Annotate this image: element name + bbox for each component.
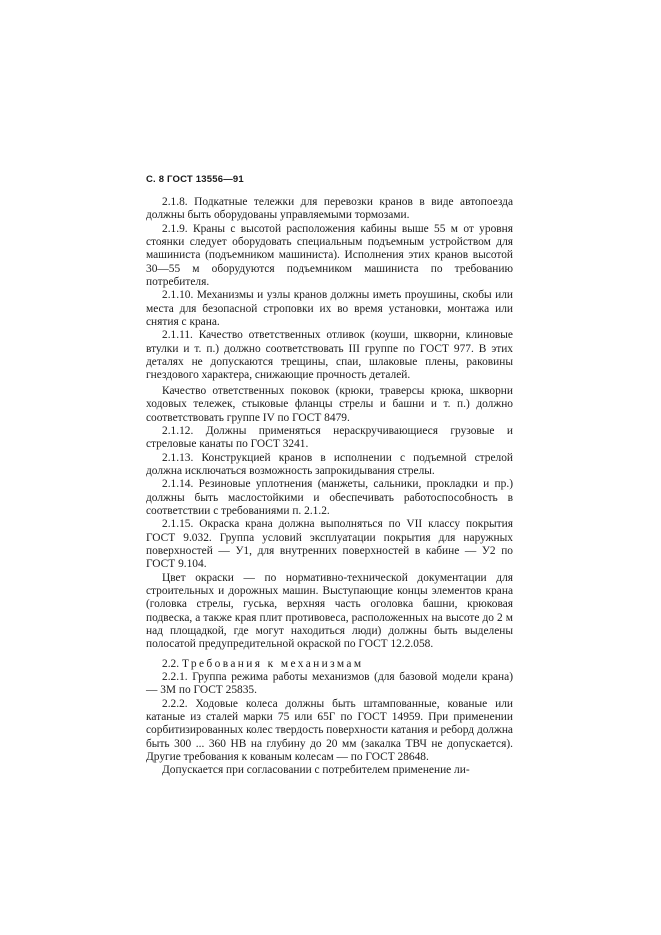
paragraph-forgings-quality: Качество ответственных поковок (крюки, траверсы крюка, шкворни ходовых тележек, стыковые фланцы стрелы и башни и т. п.) должно соответствовать группе IV по ГОСТ 8479.	[146, 384, 513, 424]
paragraph-paint-color: Цвет окраски — по нормативно-технической документации для строительных и дорожных машин. Выступающие концы элементов крана (головка стрелы, гуська, верхняя часть оголовка башни, крюковая подвеска, а также края плит противовеса, расположенных на высоте до 2 м над площадкой, где могут находиться люди) должны быть выделены полосатой предупредительной окраской по ГОСТ 12.2.058.	[146, 571, 513, 651]
paragraph-2-1-15: 2.1.15. Окраска крана должна выполняться по VII классу покрытия ГОСТ 9.032. Группа условий эксплуатации покрытия для наружных поверхностей — У1, для внутренних поверхностей в кабине — У2 по ГОСТ 9.104.	[146, 518, 513, 571]
paragraph-2-1-13: 2.1.13. Конструкцией кранов в исполнении с подъемной стрелой должна исключаться возможность запрокидывания стрелы.	[146, 451, 513, 477]
paragraph-2-1-9: 2.1.9. Краны с высотой расположения кабины выше 55 м от уровня стоянки следует оборудовать специальным подъемным устройством для машиниста (подъемником машиниста). Исполнения этих кранов высотой 30—55 м оборудуются подъемником машиниста по требованию потребителя.	[146, 222, 513, 289]
paragraph-2-2-1: 2.2.1. Группа режима работы механизмов (для базовой модели крана) — 3М по ГОСТ 25835.	[146, 671, 513, 697]
paragraph-2-2-2: 2.2.2. Ходовые колеса должны быть штампованные, кованые или катаные из сталей марки 75 или 65Г по ГОСТ 14959. При применении сорбитизированных колес твердость поверхности катания и реборд должна быть 300 ... 360 НВ на глубину до 20 мм (закалка ТВЧ не допускается). Другие требования к кованым колесам — по ГОСТ 28648.	[146, 697, 513, 764]
paragraph-2-1-14: 2.1.14. Резиновые уплотнения (манжеты, сальники, прокладки и пр.) должны быть маслостойкими и обеспечивать работоспособность в соответствии с требованиями п. 2.1.2.	[146, 478, 513, 517]
paragraph-2-1-11: 2.1.11. Качество ответственных отливок (коуши, шкворни, клиновые втулки и т. п.) должно соответствовать III группе по ГОСТ 977. В этих деталях не допускаются трещины, спаи, шлаковые плены, раковины гнездового характера, снижающие прочность деталей.	[146, 329, 513, 382]
paragraph-2-1-8: 2.1.8. Подкатные тележки для перевозки кранов в виде автопоезда должны быть оборудованы управляемыми тормозами.	[146, 196, 513, 222]
document-body	[146, 196, 513, 778]
section-number: 2.2.	[162, 657, 180, 670]
section-title: Требования к механизмам	[181, 657, 364, 670]
page-header: С. 8 ГОСТ 13556—91	[146, 174, 244, 185]
paragraph-2-1-12: 2.1.12. Должны применяться нераскручивающиеся грузовые и стреловые канаты по ГОСТ 3241.	[146, 424, 513, 451]
paragraph-2-1-10: 2.1.10. Механизмы и узлы кранов должны иметь проушины, скобы или места для безопасной строповки их во время установки, монтажа или снятия с крана.	[146, 289, 513, 329]
paragraph-allowed: Допускается при согласовании с потребителем применение ли-	[162, 764, 470, 777]
section-heading	[146, 658, 513, 671]
